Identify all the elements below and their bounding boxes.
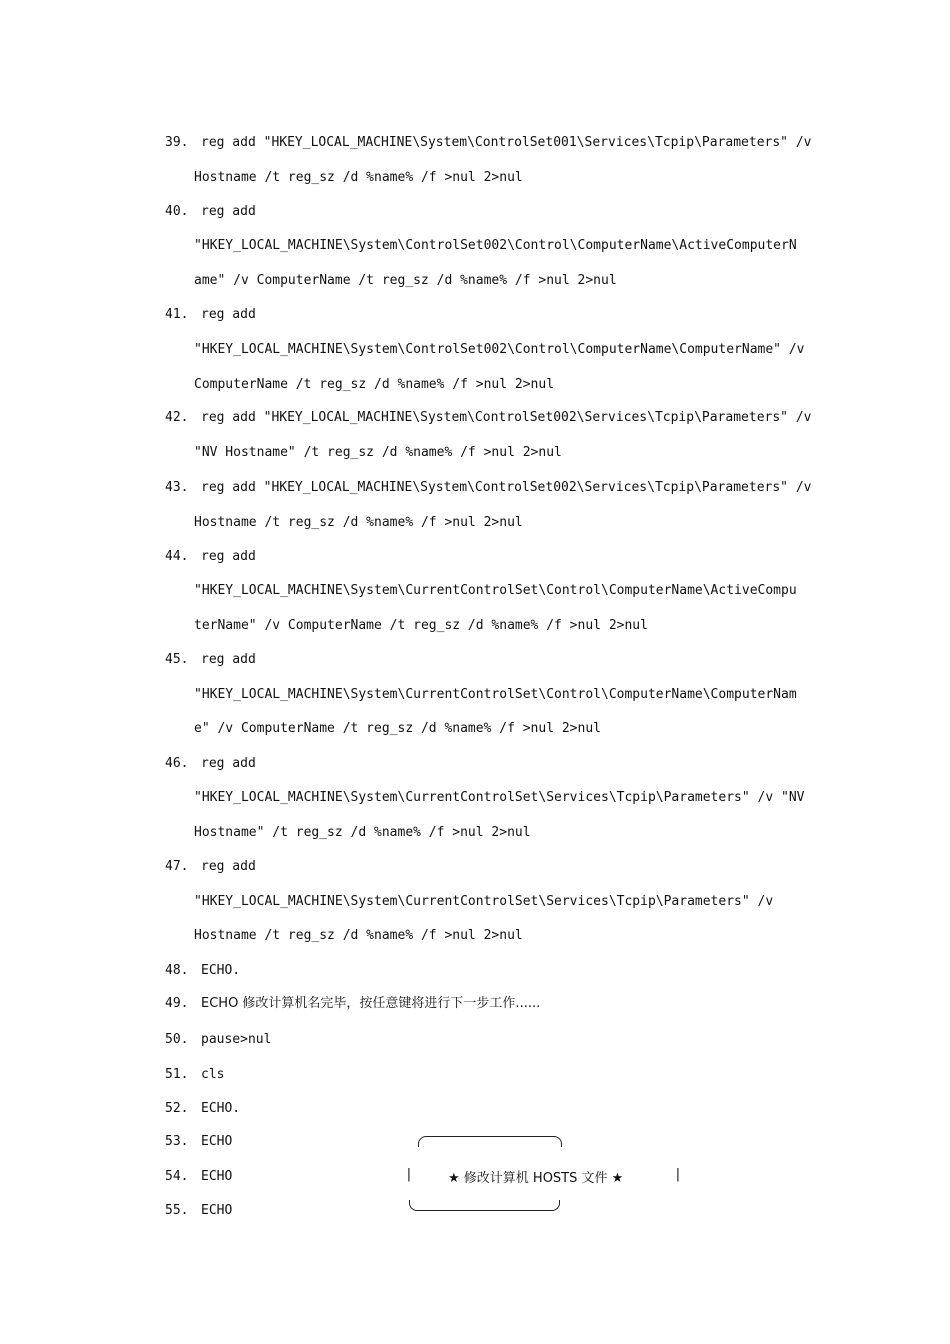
code-continuation: "HKEY_LOCAL_MACHINE\System\CurrentControlSet\Services\Tcpip\Parameters" /v <box>194 894 774 909</box>
line-number: 42. <box>165 410 189 425</box>
code-line: ECHO. <box>201 963 241 978</box>
banner-left-bar: | <box>405 1167 413 1182</box>
line-number: 43. <box>165 480 189 495</box>
line-number: 44. <box>165 549 189 564</box>
code-continuation: terName" /v ComputerName /t reg_sz /d %name% /f >nul 2>nul <box>194 618 648 633</box>
banner-title: ★ 修改计算机 HOSTS 文件 ★ <box>448 1171 624 1186</box>
line-number: 41. <box>165 307 189 322</box>
line-number: 45. <box>165 652 189 667</box>
code-line: ECHO <box>201 1203 233 1218</box>
code-line: reg add <box>201 204 256 219</box>
code-line: ECHO. <box>201 1101 241 1116</box>
line-number: 48. <box>165 963 189 978</box>
banner-bottom-border <box>409 1200 560 1211</box>
line-number: 55. <box>165 1203 189 1218</box>
code-line: reg add <box>201 549 256 564</box>
code-line: pause>nul <box>201 1032 272 1047</box>
code-line: reg add "HKEY_LOCAL_MACHINE\System\ControlSet001\Services\Tcpip\Parameters" /v <box>201 135 812 150</box>
code-continuation: e" /v ComputerName /t reg_sz /d %name% /f >nul 2>nul <box>194 721 601 736</box>
line-number: 47. <box>165 859 189 874</box>
code-continuation: ComputerName /t reg_sz /d %name% /f >nul 2>nul <box>194 377 555 392</box>
code-continuation: "HKEY_LOCAL_MACHINE\System\ControlSet002\Control\ComputerName\ActiveComputerN <box>194 238 797 253</box>
code-continuation: "HKEY_LOCAL_MACHINE\System\CurrentControlSet\Control\ComputerName\ComputerNam <box>194 687 797 702</box>
code-line: ECHO <box>201 1134 233 1149</box>
code-line: reg add <box>201 859 256 874</box>
line-number: 49. <box>165 996 189 1011</box>
code-continuation: ame" /v ComputerName /t reg_sz /d %name% /f >nul 2>nul <box>194 273 617 288</box>
code-line: reg add <box>201 756 256 771</box>
line-number: 50. <box>165 1032 189 1047</box>
code-line: ECHO 修改计算机名完毕，按任意键将进行下一步工作...... <box>201 996 541 1011</box>
code-continuation: "NV Hostname" /t reg_sz /d %name% /f >nul 2>nul <box>194 445 562 460</box>
code-continuation: Hostname /t reg_sz /d %name% /f >nul 2>nul <box>194 170 523 185</box>
line-number: 46. <box>165 756 189 771</box>
line-number: 53. <box>165 1134 189 1149</box>
code-continuation: Hostname" /t reg_sz /d %name% /f >nul 2>nul <box>194 825 531 840</box>
line-number: 51. <box>165 1067 189 1082</box>
line-number: 54. <box>165 1169 189 1184</box>
code-line: reg add "HKEY_LOCAL_MACHINE\System\ControlSet002\Services\Tcpip\Parameters" /v <box>201 410 812 425</box>
code-continuation: "HKEY_LOCAL_MACHINE\System\ControlSet002\Control\ComputerName\ComputerName" /v <box>194 342 805 357</box>
code-continuation: "HKEY_LOCAL_MACHINE\System\CurrentControlSet\Control\ComputerName\ActiveCompu <box>194 583 797 598</box>
code-continuation: Hostname /t reg_sz /d %name% /f >nul 2>nul <box>194 928 523 943</box>
line-number: 39. <box>165 135 189 150</box>
code-line: ECHO <box>201 1169 233 1184</box>
line-number: 52. <box>165 1101 189 1116</box>
code-line: reg add <box>201 307 256 322</box>
code-line: cls <box>201 1067 225 1082</box>
code-line: reg add "HKEY_LOCAL_MACHINE\System\ControlSet002\Services\Tcpip\Parameters" /v <box>201 480 812 495</box>
banner-top-border <box>418 1136 562 1147</box>
banner-right-bar: | <box>674 1167 682 1182</box>
code-continuation: Hostname /t reg_sz /d %name% /f >nul 2>nul <box>194 515 523 530</box>
code-line: reg add <box>201 652 256 667</box>
code-continuation: "HKEY_LOCAL_MACHINE\System\CurrentControlSet\Services\Tcpip\Parameters" /v "NV <box>194 790 805 805</box>
line-number: 40. <box>165 204 189 219</box>
